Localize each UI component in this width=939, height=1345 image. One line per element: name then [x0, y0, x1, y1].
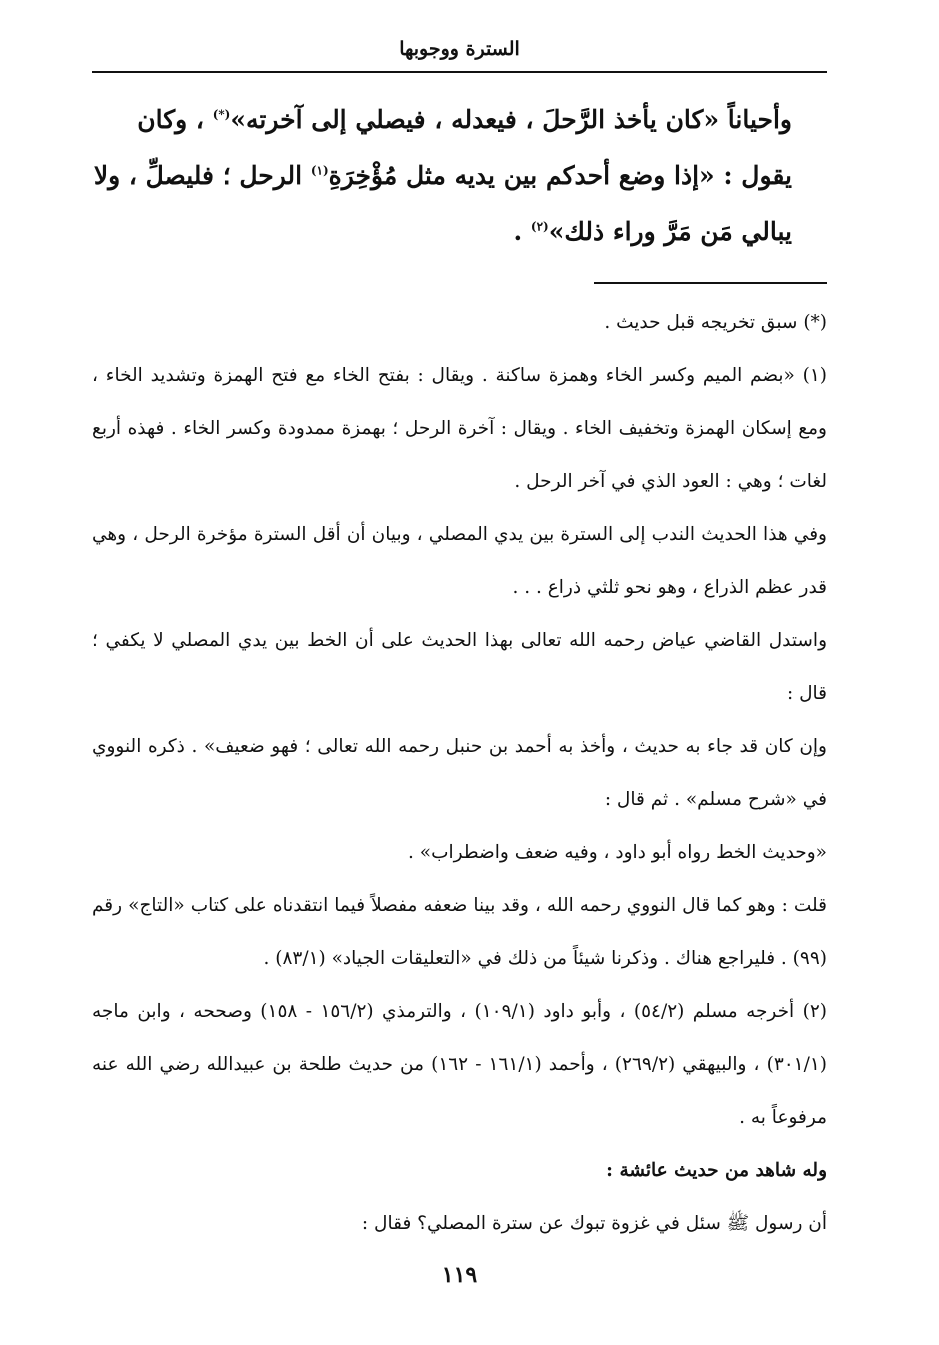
- main-text-part-3: الرحل ؛ فليصلِّ ، ولا يبالي مَن مَرَّ وراء ذلك»: [93, 161, 792, 246]
- footnote-ref-star: (*): [212, 107, 231, 122]
- running-header: السترة ووجوبها: [399, 38, 520, 60]
- footnote-ref-2: (٢): [530, 219, 549, 234]
- footnotes: [92, 296, 827, 1250]
- footnote-1-para-3: واستدل القاضي عياض رحمه الله تعالى بهذا الحديث على أن الخط بين يدي المصلي لا يكفي ؛ قال :: [92, 630, 827, 704]
- footnote-1-para-6: قلت : وهو كما قال النووي رحمه الله ، وقد بينا ضعفه مفصلاً فيما انتقدناه على كتاب «التاج» رقم (٩٩) . فليراجع هناك . وذكرنا شيئاً من ذلك في «التعليقات الجياد» (٨٣/١) .: [92, 895, 827, 969]
- footnote-separator: [594, 282, 827, 284]
- footnote-1-para-5: «وحديث الخط رواه أبو داود ، وفيه ضعف واضطراب» .: [408, 842, 827, 863]
- footnote-1: (١) «بضم الميم وكسر الخاء وهمزة ساكنة . ويقال : بفتح الخاء مع فتح الهمزة وتشديد الخاء ، ومع إسكان الهمزة وتخفيف الخاء . ويقال : آخرة الرحل ؛ بهمزة ممدودة وكسر الخاء . فهذه أربع لغات ؛ وهي : العود الذي في آخر الرحل .: [92, 365, 827, 492]
- footnote-1-para-4: وإن كان قد جاء به حديث ، وأخذ به أحمد بن حنبل رحمه الله تعالى ؛ فهو ضعيف» . ذكره النووي في «شرح مسلم» . ثم قال :: [92, 736, 827, 810]
- footnote-2-para-2: وله شاهد من حديث عائشة :: [606, 1160, 827, 1181]
- main-text-part-4: .: [513, 217, 531, 246]
- footnote-2-para-3: أن رسول ﷺ سئل في غزوة تبوك عن سترة المصلي؟ فقال :: [361, 1213, 827, 1234]
- footnote-star: (*) سبق تخريجه قبل حديث .: [604, 312, 827, 333]
- main-text-part-2: ، وكان يقول : «إذا وضع أحدكم بين يديه مثل مُؤْخِرَةِ: [137, 105, 792, 190]
- footnote-ref-1: (١): [310, 163, 329, 178]
- main-text-part-1: وأحياناً «كان يأخذ الرَّحلَ ، فيعدله ، فيصلي إلى آخرته»: [230, 105, 792, 134]
- footnote-2: (٢) أخرجه مسلم (٥٤/٢) ، وأبو داود (١٠٩/١) ، والترمذي (١٥٦/٢ - ١٥٨) وصححه ، وابن ماجه (٣٠١/١) ، والبيهقي (٢٦٩/٢) ، وأحمد (١٦١/١ - ١٦٢) من حديث طلحة بن عبيدالله رضي الله عنه مرفوعاً به .: [92, 1001, 828, 1128]
- main-text: [92, 92, 792, 260]
- main-paragraph: [92, 92, 792, 260]
- header-rule: [92, 71, 827, 73]
- footnote-1-para-2: وفي هذا الحديث الندب إلى السترة بين يدي المصلي ، وبيان أن أقل السترة مؤخرة الرحل ، وهي قدر عظم الذراع ، وهو نحو ثلثي ذراع . . .: [92, 524, 827, 598]
- page-number: ١١٩: [441, 1262, 478, 1288]
